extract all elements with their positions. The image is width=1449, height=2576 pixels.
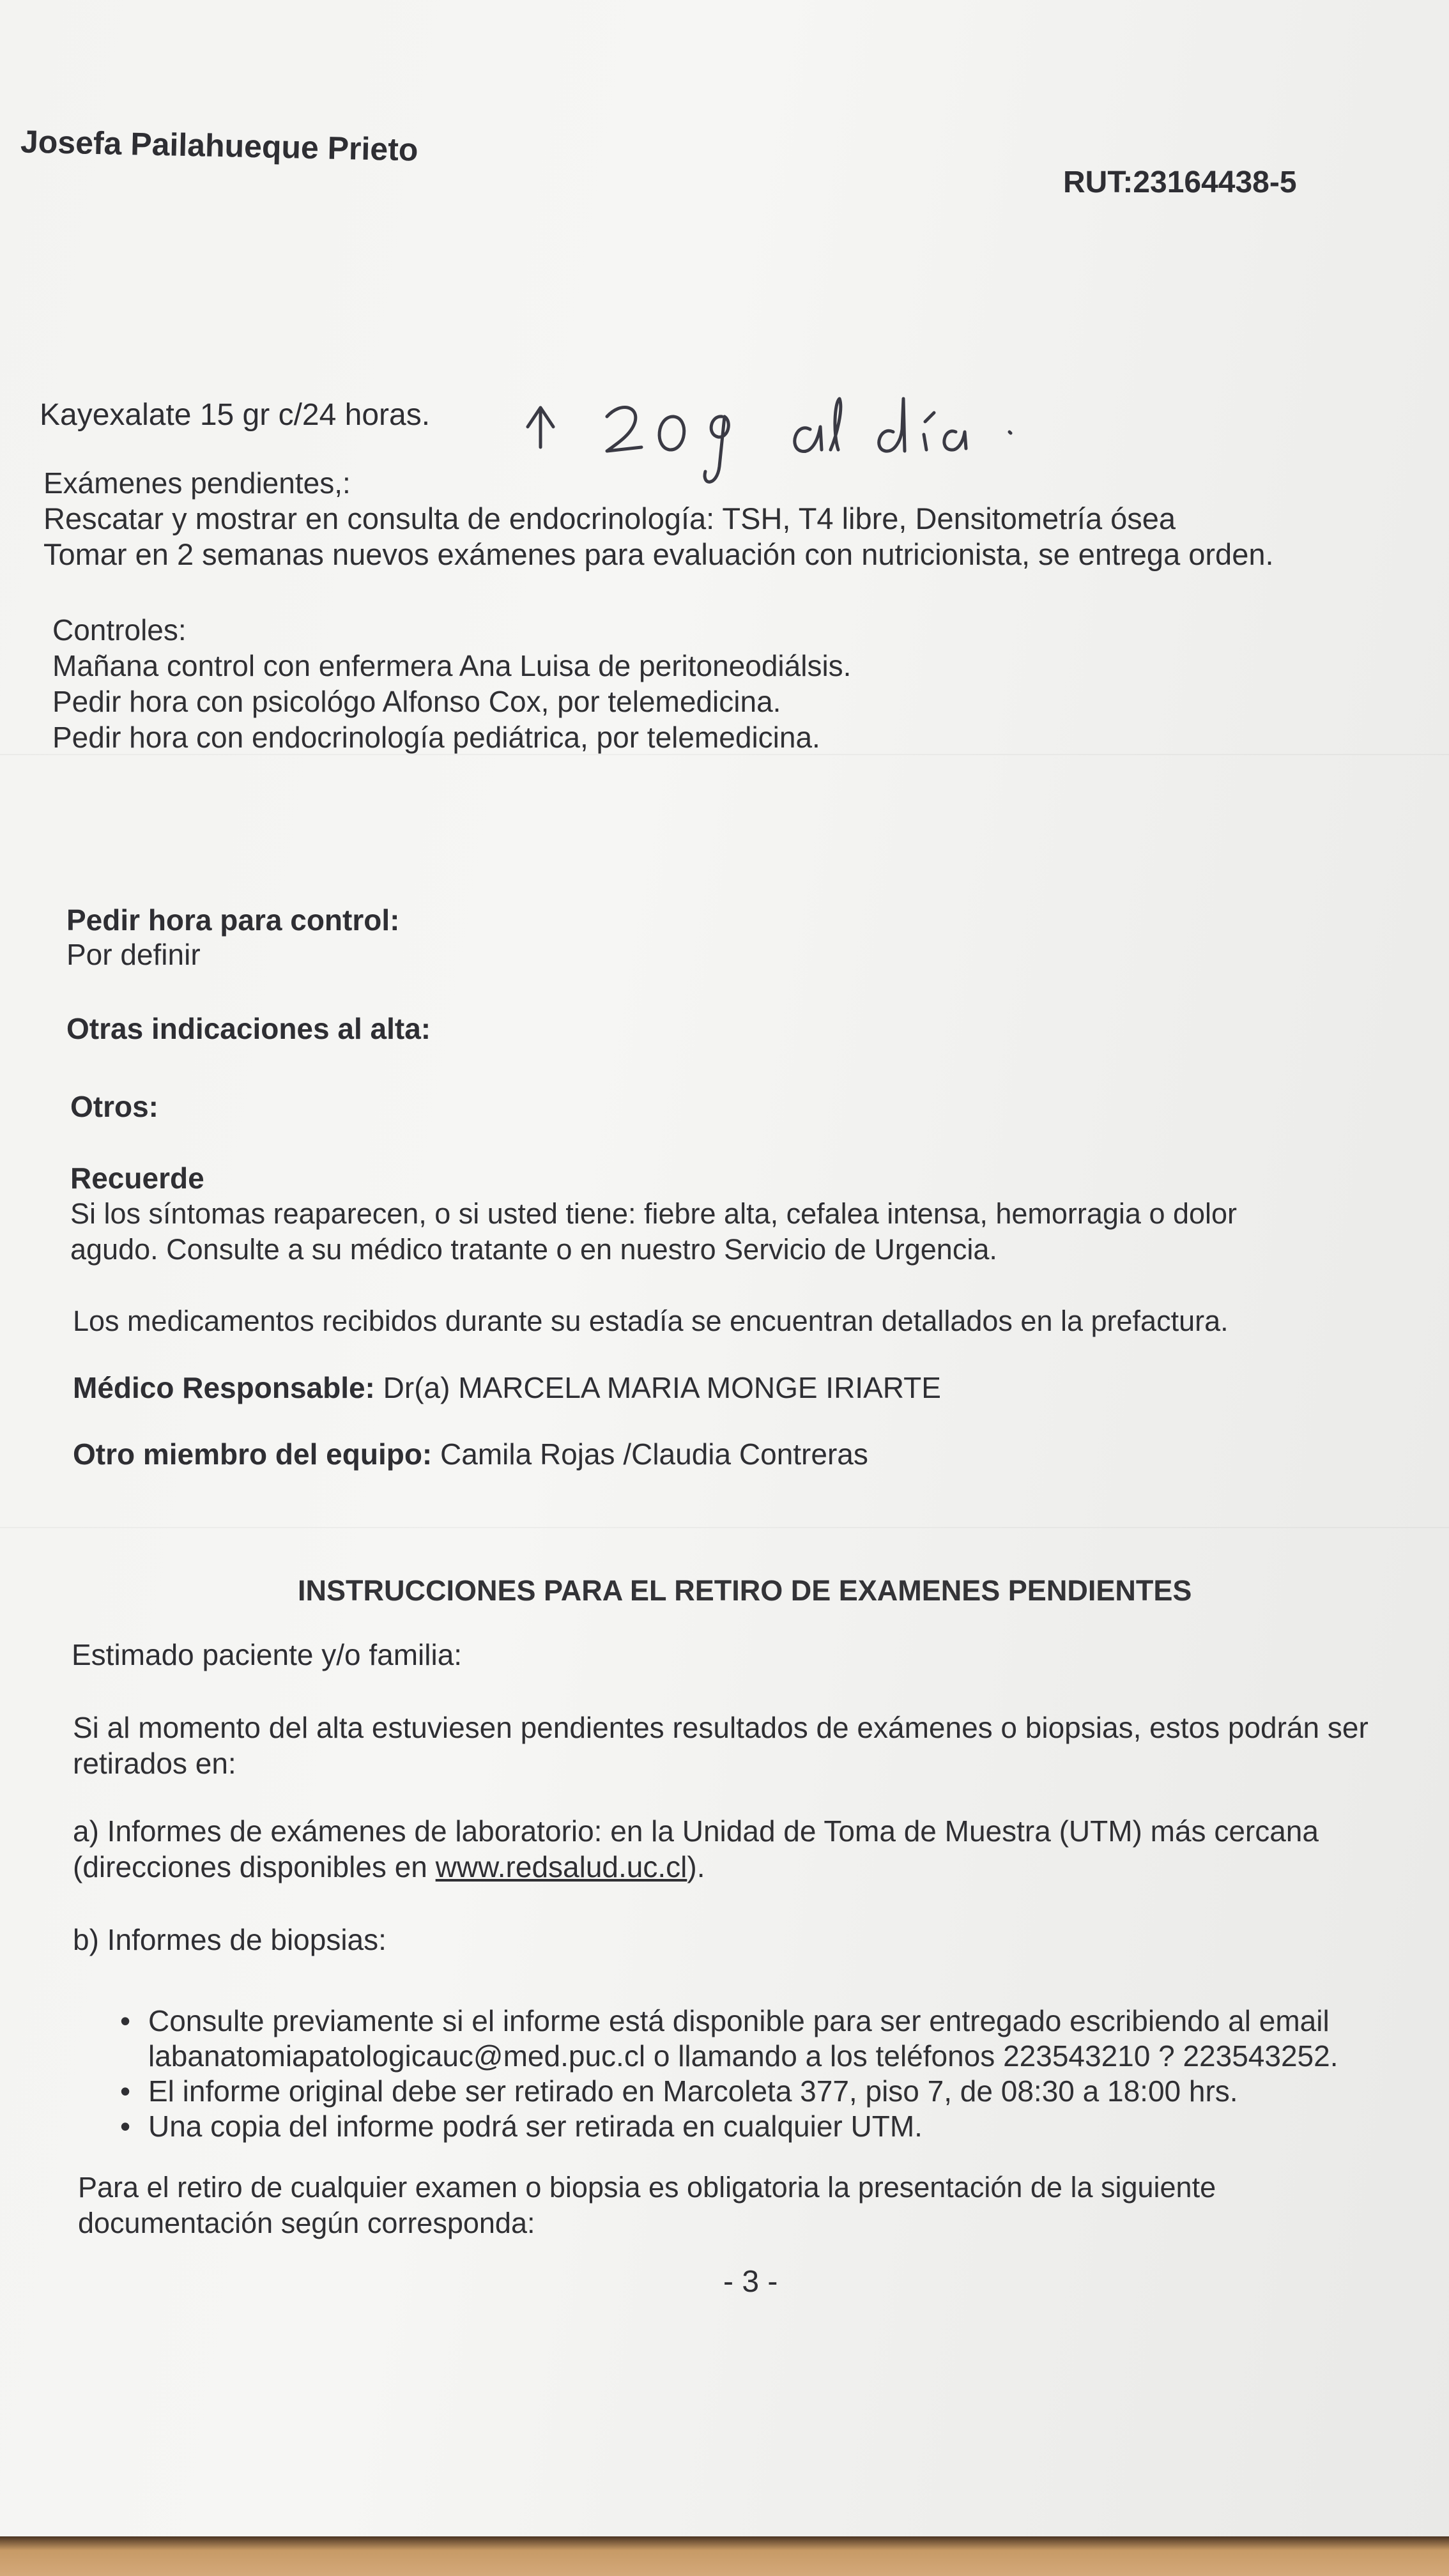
- pending-exams-line: Rescatar y mostrar en consulta de endocrinología: TSH, T4 libre, Densitometría ósea: [43, 502, 1176, 535]
- medication-line: Kayexalate 15 gr c/24 horas.: [40, 398, 431, 432]
- bullet-text: labanatomiapatologicauc@med.puc.cl o llamando a los teléfonos 223543210 ? 223543252.: [148, 2039, 1338, 2073]
- others-label: Otros:: [70, 1090, 158, 1123]
- redsalud-link[interactable]: www.redsalud.uc.cl: [435, 1850, 687, 1883]
- bullet-icon: •: [119, 2004, 131, 2037]
- lab-reports-line-2-pre: (direcciones disponibles en: [73, 1850, 436, 1883]
- table-surface: [0, 2536, 1449, 2576]
- instructions-intro: [73, 1710, 1368, 1781]
- bullet-text: Una copia del informe podrá ser retirada en cualquier UTM.: [148, 2110, 923, 2143]
- bullet-icon: •: [119, 2074, 131, 2108]
- remember-section: [70, 1160, 1237, 1268]
- list-item: [119, 2039, 1338, 2074]
- medications-note: Los medicamentos recibidos durante su estadía se encuentran detallados en la prefactura.: [73, 1305, 1229, 1337]
- biopsy-bullet-list: [119, 2004, 1338, 2144]
- pending-exams-title: Exámenes pendientes,:: [43, 466, 351, 500]
- list-item: [119, 2109, 1338, 2144]
- closing-line: documentación según corresponda:: [78, 2207, 535, 2239]
- patient-rut: RUT:23164438-5: [1063, 165, 1297, 199]
- other-indications-label: Otras indicaciones al alta:: [66, 1012, 431, 1045]
- instructions-title: INSTRUCCIONES PARA EL RETIRO DE EXAMENES PENDIENTES: [298, 1574, 1192, 1607]
- lab-reports-info: [73, 1813, 1319, 1885]
- controls-section: [52, 612, 851, 755]
- lab-reports-line-2: [73, 1849, 1319, 1885]
- responsible-doctor-name: Dr(a) MARCELA MARIA MONGE IRIARTE: [374, 1371, 941, 1404]
- closing-note: [78, 2170, 1216, 2241]
- list-item: [119, 2074, 1338, 2109]
- responsible-doctor-label: Médico Responsable:: [73, 1371, 375, 1404]
- lab-reports-line: a) Informes de exámenes de laboratorio: en la Unidad de Toma de Muestra (UTM) más cercana: [73, 1814, 1319, 1848]
- controls-title: Controles:: [52, 613, 187, 647]
- instructions-intro-line: retirados en:: [73, 1747, 236, 1780]
- patient-name: Josefa Pailahueque Prieto: [20, 123, 418, 168]
- controls-line: Pedir hora con psicológo Alfonso Cox, por telemedicina.: [52, 685, 781, 718]
- remember-line: agudo. Consulte a su médico tratante o en nuestro Servicio de Urgencia.: [70, 1233, 997, 1266]
- instructions-intro-line: Si al momento del alta estuviesen pendientes resultados de exámenes o biopsias, estos podrán ser: [73, 1711, 1368, 1744]
- control-appointment-value: Por definir: [66, 938, 201, 971]
- bullet-text: Consulte previamente si el informe está disponible para ser entregado escribiendo al email: [148, 2004, 1330, 2037]
- pending-exams-line: Tomar en 2 semanas nuevos exámenes para evaluación con nutricionista, se entrega orden.: [43, 537, 1274, 571]
- remember-line: Si los síntomas reaparecen, o si usted tiene: fiebre alta, cefalea intensa, hemorragia o dolor: [70, 1197, 1238, 1230]
- team-members-label: Otro miembro del equipo:: [73, 1438, 433, 1471]
- team-members: [73, 1436, 868, 1472]
- responsible-doctor: [73, 1370, 941, 1406]
- pending-exams-section: [43, 465, 1274, 572]
- bullet-text: El informe original debe ser retirado en Marcoleta 377, piso 7, de 08:30 a 18:00 hrs.: [148, 2074, 1238, 2108]
- closing-line: Para el retiro de cualquier examen o biopsia es obligatoria la presentación de la siguiente: [78, 2171, 1216, 2204]
- control-appointment-label: Pedir hora para control:: [66, 903, 400, 937]
- team-members-names: Camila Rojas /Claudia Contreras: [432, 1438, 868, 1471]
- list-item: [119, 2004, 1338, 2039]
- bullet-icon: •: [119, 2110, 131, 2143]
- controls-line: Pedir hora con endocrinología pediátrica, por telemedicina.: [52, 721, 820, 754]
- controls-line: Mañana control con enfermera Ana Luisa de peritoneodiálsis.: [52, 649, 852, 682]
- remember-label: Recuerde: [70, 1162, 204, 1195]
- page-number: - 3 -: [723, 2265, 778, 2299]
- biopsy-reports-title: b) Informes de biopsias:: [73, 1923, 387, 1956]
- instructions-greeting: Estimado paciente y/o familia:: [72, 1638, 463, 1671]
- lab-reports-line-2-post: ).: [687, 1850, 705, 1883]
